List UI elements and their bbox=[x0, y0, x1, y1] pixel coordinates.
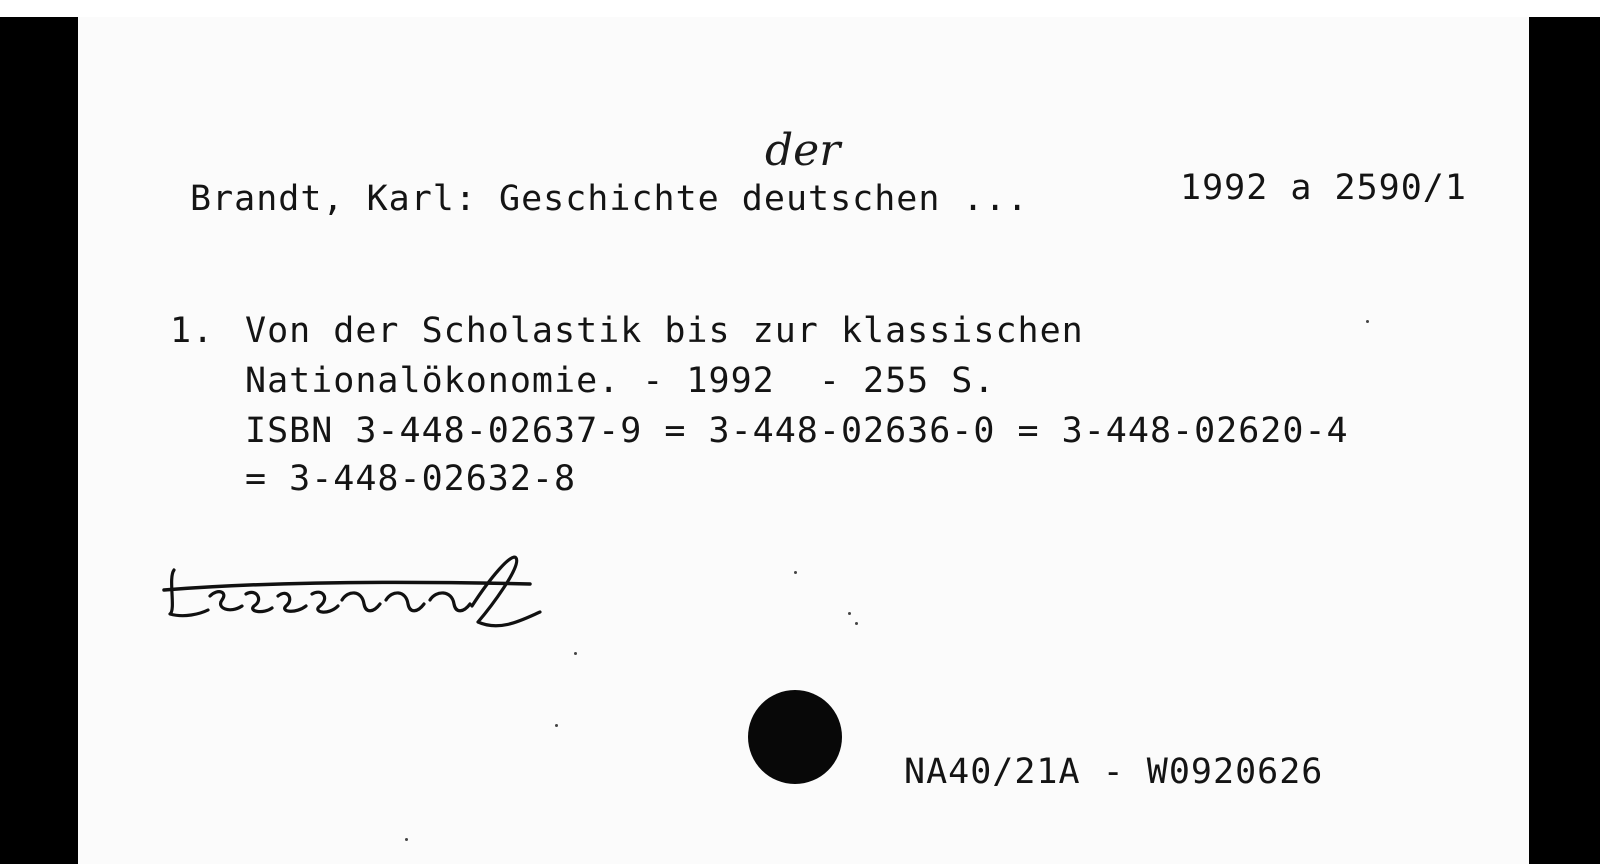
isbn-line-continued: = 3-448-02632-8 bbox=[245, 459, 577, 499]
scan-speck bbox=[574, 652, 577, 655]
title-line: Brandt, Karl: Geschichte deutschen ... bbox=[190, 179, 1029, 219]
scan-speck bbox=[855, 622, 858, 625]
punch-hole bbox=[748, 690, 842, 784]
isbn-line: ISBN 3-448-02637-9 = 3-448-02636-0 = 3-448-02620-4 bbox=[245, 411, 1349, 451]
scan-speck bbox=[794, 571, 797, 574]
scan-speck bbox=[1366, 320, 1369, 323]
scan-speck bbox=[848, 612, 851, 615]
scan-top-margin bbox=[0, 0, 1600, 17]
control-code: NA40/21A - W0920626 bbox=[904, 752, 1324, 792]
scan-speck bbox=[555, 724, 558, 727]
handwritten-insert: der bbox=[765, 125, 841, 176]
call-number: 1992 a 2590/1 bbox=[1180, 168, 1467, 208]
volume-title-line-1: Von der Scholastik bis zur klassischen bbox=[245, 311, 1084, 351]
volume-number: 1. bbox=[170, 311, 215, 351]
scan-speck bbox=[405, 838, 408, 841]
struck-handwritten-note bbox=[160, 548, 550, 638]
volume-title-line-2: Nationalökonomie. - 1992 - 255 S. bbox=[245, 361, 996, 401]
